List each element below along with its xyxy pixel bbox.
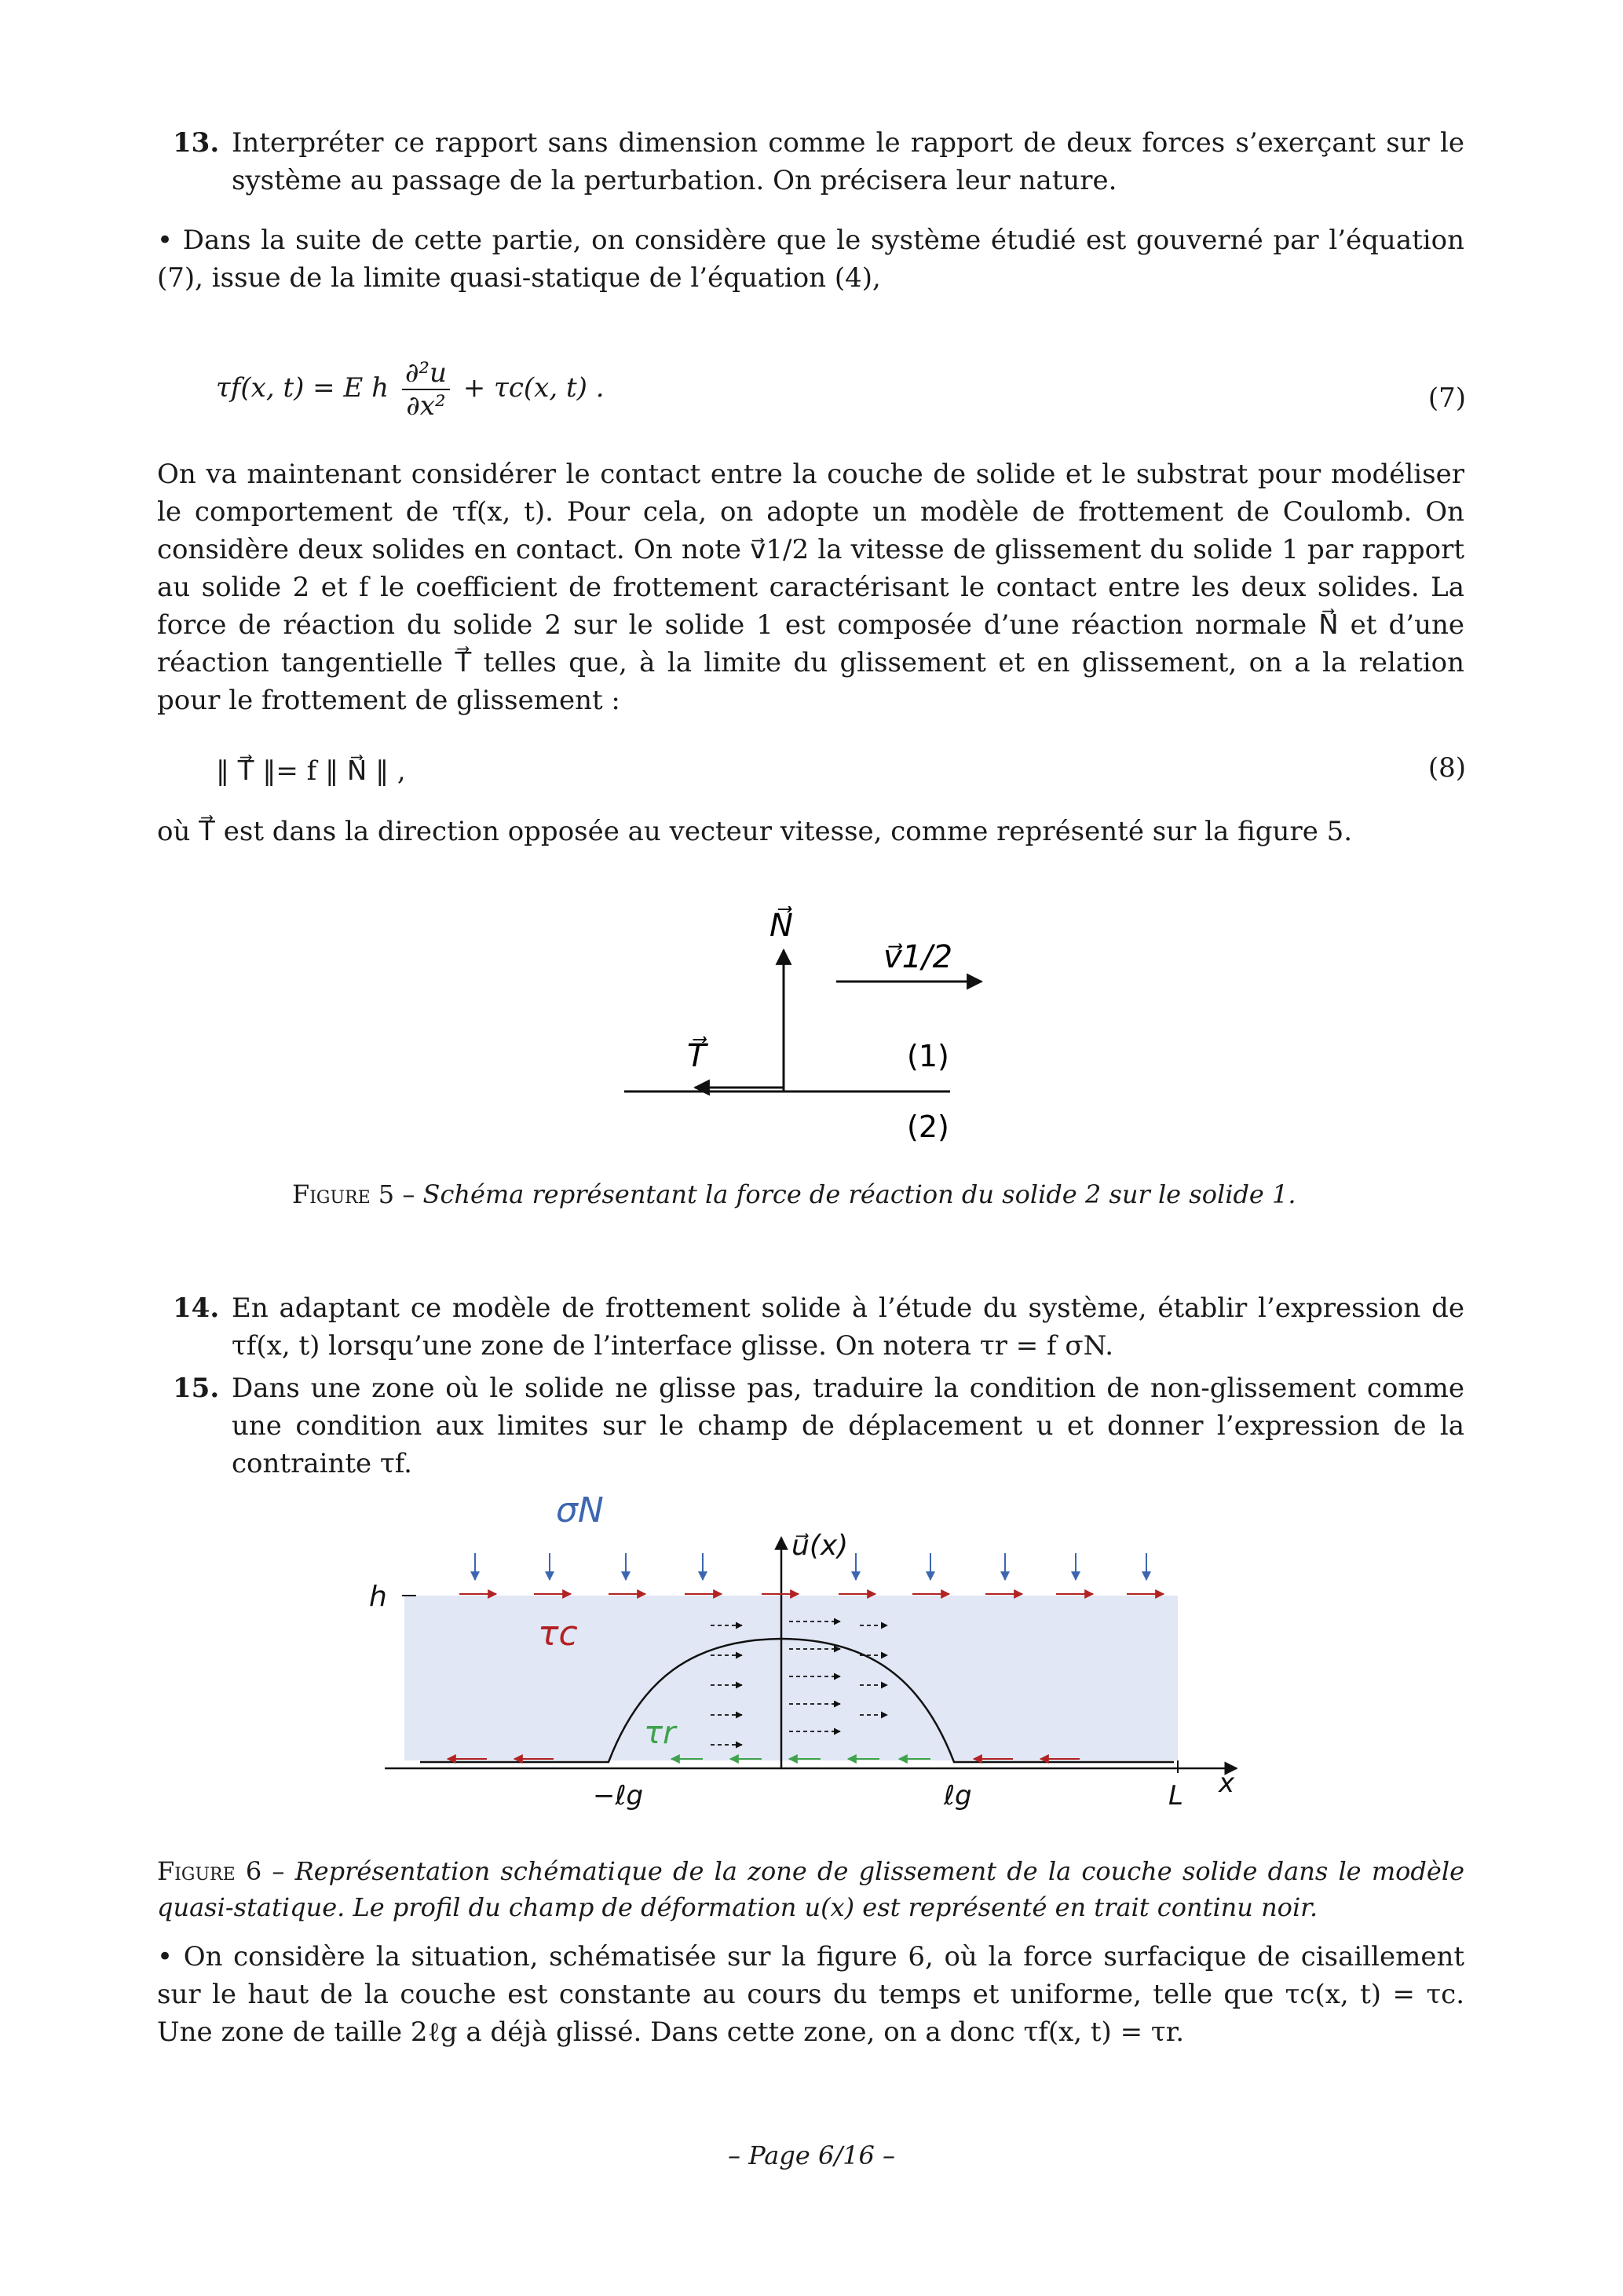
question-text: En adaptant ce modèle de frottement solide à l’étude du système, établir l’expression de τf(x, t) lorsqu’une zone de l’interface glisse. On notera τr = f σN. <box>232 1292 1464 1362</box>
question-13 <box>157 124 1464 199</box>
question-15 <box>157 1369 1464 1483</box>
label-N: N⃗ <box>769 908 793 944</box>
figure-5-caption-text: Schéma représentant la force de réaction du solide 2 sur le solide 1. <box>422 1179 1296 1209</box>
question-text: Dans une zone où le solide ne glisse pas, traduire la condition de non-glissement comme une condition aux limites sur le champ de déplacement u et donner l’expression de la contrainte τf. <box>232 1373 1464 1479</box>
eq7-numerator: ∂²u <box>402 357 450 390</box>
label-solid-2: (2) <box>907 1110 949 1144</box>
question-number: 15. <box>173 1373 220 1404</box>
equation-8-number: (8) <box>1427 752 1466 784</box>
eq7-lhs: τf(x, t) = E h <box>216 372 389 404</box>
eq7-rhs: + τc(x, t) . <box>462 372 605 404</box>
label-h: h <box>369 1581 387 1613</box>
figure-6-diagram <box>345 1484 1288 1837</box>
figure-5-caption: Figure 5 – Schéma représentant la force de réaction du solide 2 sur le solide 1. <box>292 1179 1296 1209</box>
label-solid-1: (1) <box>907 1039 949 1073</box>
label-minus-lg: −ℓg <box>593 1780 644 1812</box>
label-u-of-x: u⃗(x) <box>791 1530 849 1562</box>
label-lg: ℓg <box>944 1780 972 1812</box>
figure-6-label: Figure 6 <box>157 1856 262 1886</box>
question-number: 14. <box>173 1292 220 1324</box>
figure-5-diagram <box>612 895 1021 1162</box>
label-tau-c: τc <box>538 1614 578 1654</box>
equation-7-number: (7) <box>1427 382 1466 414</box>
label-x: x <box>1219 1768 1235 1799</box>
question-text: Interpréter ce rapport sans dimension comme le rapport de deux forces s’exerçant sur le système au passage de la perturbation. On précisera leur nature. <box>232 127 1464 196</box>
question-14 <box>157 1289 1464 1365</box>
eq7-fraction <box>402 357 450 422</box>
page-footer: – Page 6/16 – <box>728 2141 895 2170</box>
figure-5-label: Figure 5 <box>292 1179 395 1209</box>
equation-7 <box>216 357 605 422</box>
label-T: T⃗ <box>687 1038 707 1074</box>
paragraph-intro-eq7: • Dans la suite de cette partie, on considère que le système étudié est gouverné par l’équation (7), issue de la limite quasi-statique de l’équation (4), <box>157 225 1464 294</box>
paragraph-situation: • On considère la situation, schématisée sur la figure 6, où la force surfacique de cisaillement sur le haut de la couche est constante au cours du temps et uniforme, telle que τc(x, t) = τc. Une zone de taille 2ℓg a déjà glissé. Dans cette zone, on a donc τf(x, t) = τr. <box>157 1941 1464 2048</box>
label-v12: v⃗1/2 <box>883 939 953 975</box>
label-sigma-N: σN <box>556 1490 604 1530</box>
paragraph-coulomb-model: On va maintenant considérer le contact entre la couche de solide et le substrat pour modéliser le comportement de τf(x, t). Pour cela, on adopte un modèle de frottement de Coulomb. On considère deux solides en contact. On note v⃗1/2 la vitesse de glissement du solide 1 par rapport au solide 2 et f le coefficient de frottement caractérisant le contact entre les deux solides. La force de réaction du solide 2 sur le solide 1 est composée d’une réaction normale N⃗ et d’une réaction tangentielle T⃗ telles que, à la limite du glissement et en glissement, on a la relation pour le frottement de glissement : <box>157 459 1464 716</box>
figure-6-caption-text: Représentation schématique de la zone de glissement de la couche solide dans le modèle quasi-statique. Le profil du champ de déformation u(x) est représenté en trait continu noir. <box>157 1856 1465 1922</box>
equation-8: ‖ T⃗ ‖= f ‖ N⃗ ‖ , <box>216 755 406 787</box>
label-tau-r: τr <box>644 1715 676 1751</box>
question-number: 13. <box>173 127 220 159</box>
eq7-denominator: ∂x² <box>406 390 446 422</box>
label-L: L <box>1168 1780 1183 1812</box>
figure-6-caption: Figure 6 – Représentation schématique de la zone de glissement de la couche solide dans le modèle quasi-statique. Le profil du champ de déformation u(x) est représenté en trait continu noir. <box>157 1856 1465 1922</box>
solid-layer <box>404 1596 1178 1760</box>
paragraph-figure5-ref: où T⃗ est dans la direction opposée au vecteur vitesse, comme représenté sur la figure 5. <box>157 816 1353 847</box>
